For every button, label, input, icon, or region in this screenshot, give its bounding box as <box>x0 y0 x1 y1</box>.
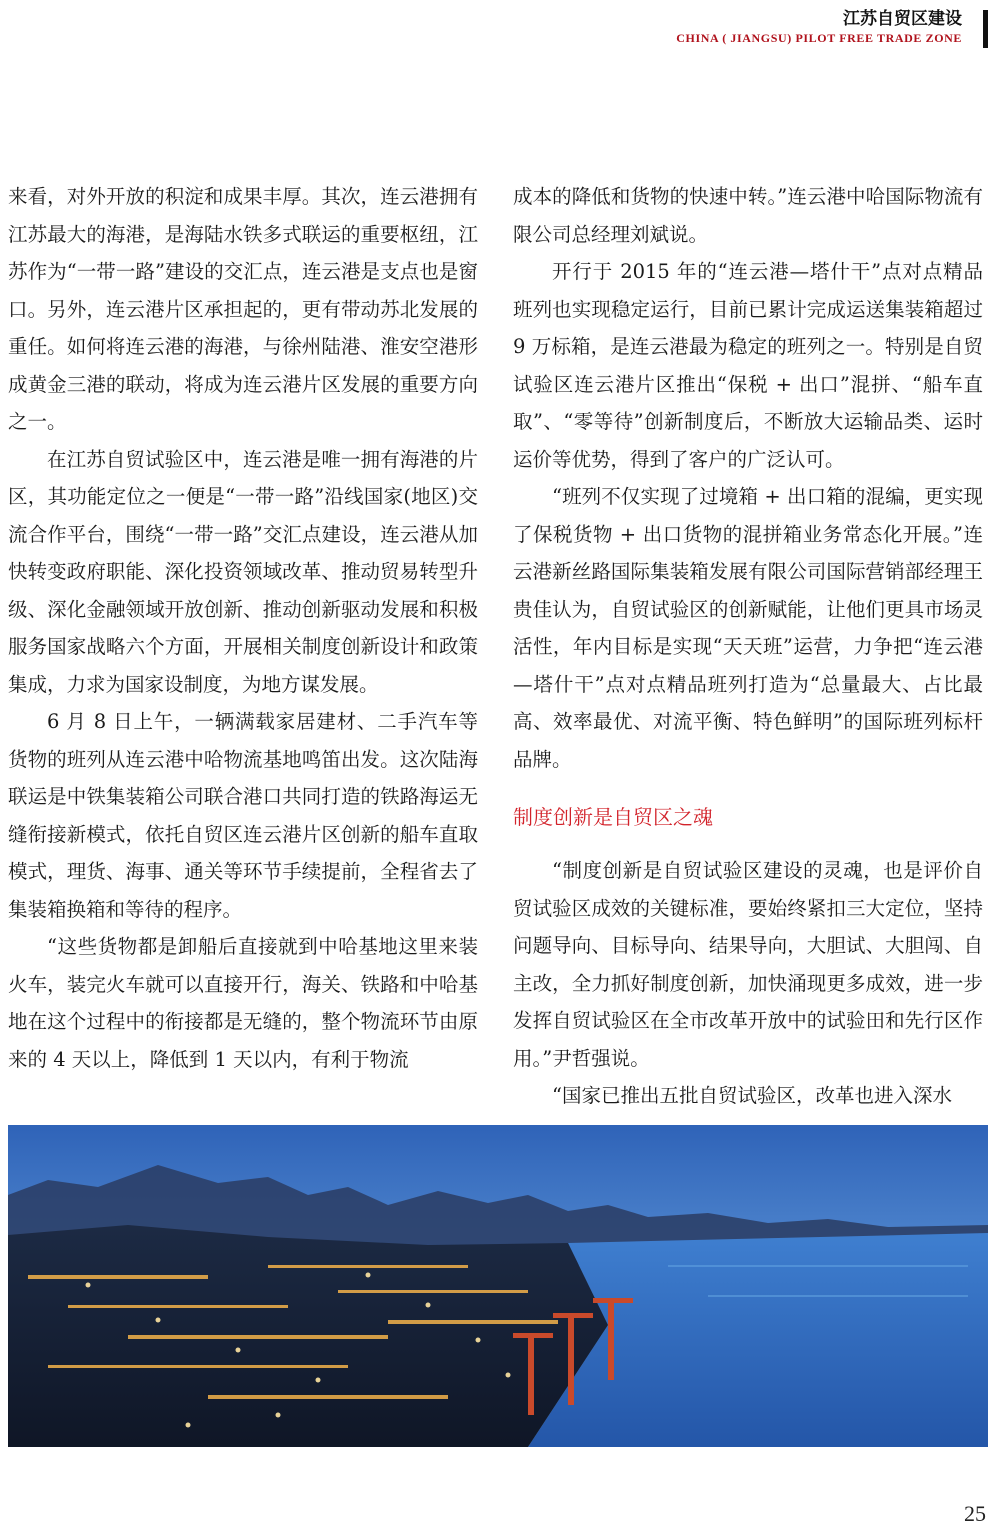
paragraph: 开行于 2015 年的“连云港—塔什干”点对点精品班列也实现稳定运行，目前已累计完成运送集装箱超过 9 万标箱，是连云港最为稳定的班列之一。特别是自贸试验区连云港片区推出“保税 + 出口”混拼、“船车直取”、“零等待”创新制度后，不断放大运输品类、运时运价等优势，得到了客户的广泛认可。 <box>513 260 983 471</box>
header-title-en: CHINA ( JIANGSU) PILOT FREE TRADE ZONE <box>676 31 962 45</box>
paragraph: “这些货物都是卸船后直接就到中哈基地这里来装火车，装完火车就可以直接开行，海关、铁路和中哈基地在这个过程中的衔接都是无缝的，整个物流环节由原来的 4 天以上，降低到 1 天以内，有利于物流 <box>8 935 478 1071</box>
paragraph: 来看，对外开放的积淀和成果丰厚。其次，连云港拥有江苏最大的海港，是海陆水铁多式联运的重要枢纽，江苏作为“一带一路”建设的交汇点，连云港是支点也是窗口。另外，连云港片区承担起的，更有带动苏北发展的重任。如何将连云港的海港，与徐州陆港、淮安空港形成黄金三港的联动，将成为连云港片区发展的重要方向之一。 <box>8 185 478 433</box>
paragraph: “制度创新是自贸试验区建设的灵魂，也是评价自贸试验区成效的关键标准，要始终紧扣三大定位，坚持问题导向、目标导向、结果导向，大胆试、大胆闯、自主改，全力抓好制度创新，加快涌现更多成效，进一步发挥自贸试验区在全市改革开放中的试验田和先行区作用。”尹哲强说。 <box>513 859 983 1070</box>
paragraph: “班列不仅实现了过境箱 + 出口箱的混编，更实现了保税货物 + 出口货物的混拼箱业务常态化开展。”连云港新丝路国际集装箱发展有限公司国际营销部经理王贵佳认为，自贸试验区的创新赋能，让他们更具市场灵活性，年内目标是实现“天天班”运营，力争把“连云港—塔什干”点对点精品班列打造为“总量最大、占比最高、效率最优、对流平衡、特色鲜明”的国际班列标杆品牌。 <box>513 485 983 771</box>
paragraph: 在江苏自贸试验区中，连云港是唯一拥有海港的片区，其功能定位之一便是“一带一路”沿线国家(地区)交流合作平台，围绕“一带一路”交汇点建设，连云港从加快转变政府职能、深化投资领域改革、推动贸易转型升级、深化金融领域开放创新、推动创新驱动发展和积极服务国家战略六个方面，开展相关制度创新设计和政策集成，力求为国家设制度，为地方谋发展。 <box>8 447 478 696</box>
right-column <box>513 178 983 1115</box>
header-title-cn: 江苏自贸区建设 <box>843 9 962 29</box>
left-column <box>8 178 478 1078</box>
port-night-photo <box>8 1125 988 1447</box>
section-heading: 制度创新是自贸区之魂 <box>513 805 713 829</box>
paragraph: 成本的降低和货物的快速中转。”连云港中哈国际物流有限公司总经理刘斌说。 <box>513 185 983 246</box>
page-number: 25 <box>964 1501 986 1526</box>
page-header <box>588 8 988 46</box>
paragraph: “国家已推出五批自贸试验区，改革也进入深水 <box>552 1084 952 1107</box>
header-accent-bar <box>983 10 988 48</box>
paragraph: 6 月 8 日上午，一辆满载家居建材、二手汽车等货物的班列从连云港中哈物流基地鸣笛出发。这次陆海联运是中铁集装箱公司联合港口共同打造的铁路海运无缝衔接新模式，依托自贸区连云港片区创新的船车直取模式，理货、海事、通关等环节手续提前，全程省去了集装箱换箱和等待的程序。 <box>8 710 478 921</box>
